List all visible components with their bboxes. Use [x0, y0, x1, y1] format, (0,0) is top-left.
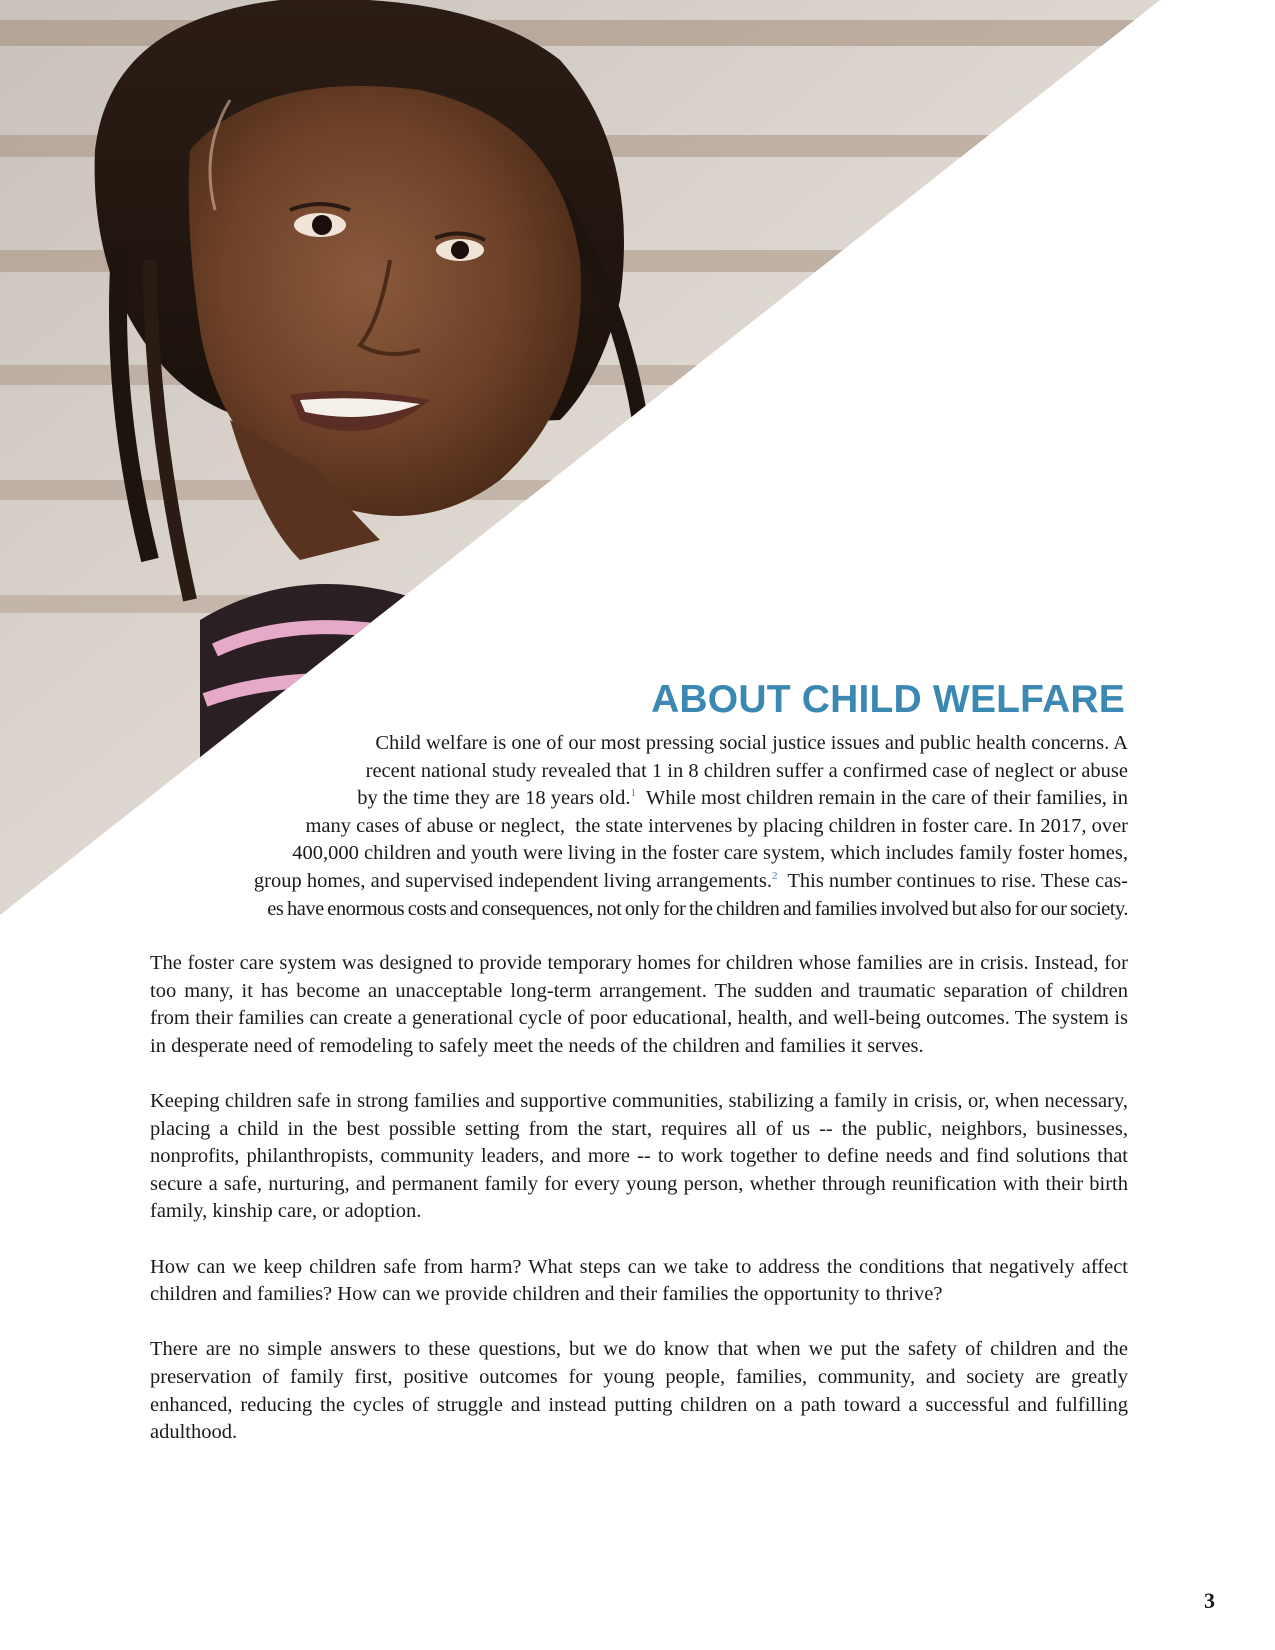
page-title: ABOUT CHILD WELFARE: [651, 678, 1125, 721]
intro-line: [128, 868, 1128, 896]
intro-line-text: group homes, and supervised independent living arrangements.: [253, 869, 772, 892]
intro-line-text: While most children remain in the care of their families, in: [635, 787, 1128, 810]
intro-line: many cases of abuse or neglect, the state intervenes by placing children in foster care. In 2017, over: [305, 814, 1128, 837]
paragraph: Keeping children safe in strong families and supportive communities, stabilizing a family in crisis, or, when necessary, placing a child in the best possible setting from the start, requires all of us -- the public, neighbors, businesses, nonprofits, philanthropists, community leaders, and more -- to work together to define needs and find solutions that secure a safe, nurturing, and permanent family for every young person, whether through reunification with their birth family, kinship care, or adoption.: [150, 1089, 1128, 1223]
paragraph: The foster care system was designed to provide temporary homes for children whose families are in crisis. Instead, for too many, it has become an unacceptable long-term arrangement. The sudden and traumatic separation of children from their families can create a generational cycle of poor educational, health, and well-being outcomes. The system is in desperate need of remodeling to safely meet the needs of the children and families it serves.: [150, 952, 1128, 1057]
intro-line: [128, 785, 1128, 813]
footnote-marker: 1: [630, 787, 636, 800]
intro-line: es have enormous costs and consequences, not only for the children and families involved but also for our society.: [267, 897, 1128, 920]
paragraph: How can we keep children safe from harm? What steps can we take to address the conditions that negatively affect children and families? How can we provide children and their families the opportunity to thrive?: [150, 1255, 1128, 1306]
intro-line: Child welfare is one of our most pressing social justice issues and public health concerns. A: [375, 732, 1128, 754]
paragraph: There are no simple answers to these questions, but we do know that when we put the safety of children and the preservation of family first, positive outcomes for young people, families, community, and society are greatly enhanced, reducing the cycles of struggle and instead putting children on a path toward a successful and fulfilling adulthood.: [150, 1338, 1128, 1444]
page-number: 3: [1204, 1588, 1215, 1613]
intro-paragraph: [128, 730, 1128, 923]
intro-line: 400,000 children and youth were living in the foster care system, which includes family foster homes,: [292, 842, 1128, 865]
footnote-marker: 2: [771, 870, 778, 883]
intro-line-text: by the time they are 18 years old.: [357, 787, 631, 810]
intro-line-text: This number continues to rise. These cas-: [777, 869, 1128, 892]
body-text: [150, 950, 1128, 1474]
intro-line: recent national study revealed that 1 in 8 children suffer a confirmed case of neglect or abuse: [365, 759, 1128, 782]
